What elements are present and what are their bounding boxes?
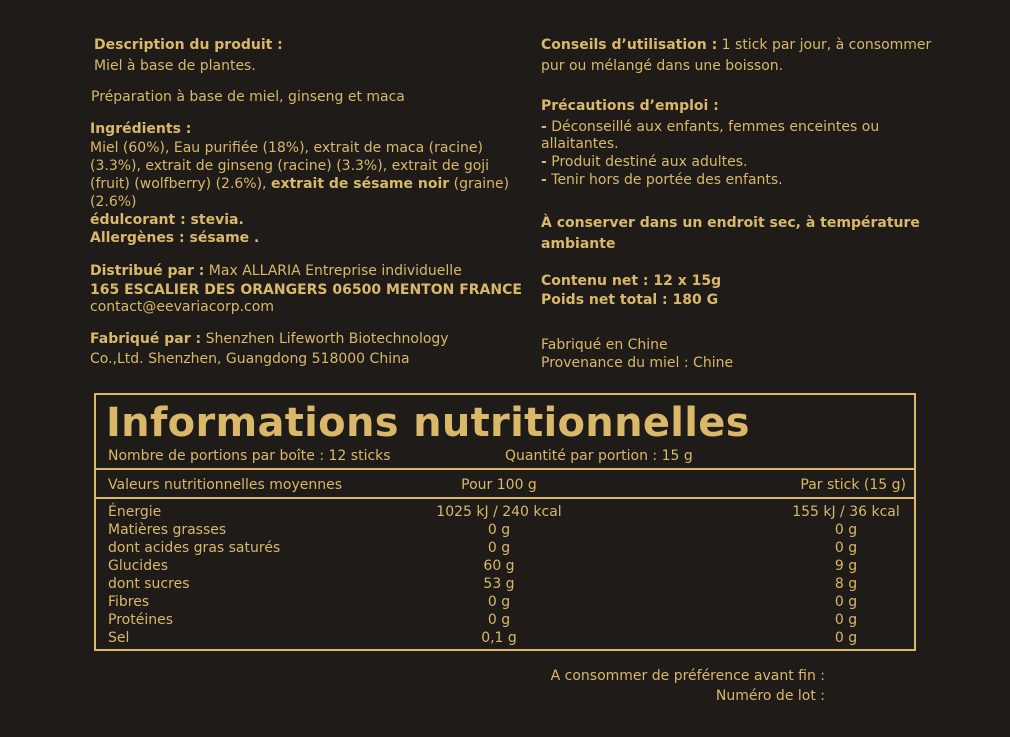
distributor-label: Distribué par :: [90, 263, 205, 279]
table-row: [96, 629, 914, 647]
bullet: -: [541, 154, 547, 170]
per-stick-value: 0 g: [834, 540, 858, 556]
usage-line: [541, 36, 931, 54]
header-cell: Pour 100 g: [461, 477, 537, 493]
usage-label: Conseils d’utilisation :: [541, 37, 718, 53]
nutrient-name: Sel: [108, 630, 130, 646]
precaution-text: Déconseillé aux enfants, femmes enceintes ou: [551, 119, 880, 135]
precaution-item: [541, 118, 879, 136]
distributor-line: [90, 262, 462, 280]
ingredients-segment: (graine): [449, 176, 510, 192]
divider: [96, 468, 914, 470]
table-row: [96, 611, 914, 629]
ingredients-line: (2.6%): [90, 194, 137, 210]
table-row: [96, 557, 914, 575]
per-100g-value: 0,1 g: [481, 630, 517, 646]
per-stick-cell: [766, 539, 906, 557]
per-100g-value: 0 g: [487, 522, 511, 538]
made-in: Fabriqué en Chine: [541, 337, 668, 353]
bullet: -: [541, 172, 547, 188]
manufacturer-label: Fabriqué par :: [90, 331, 202, 347]
per-stick-cell: [766, 575, 906, 593]
per-100g-value: 0 g: [487, 594, 511, 610]
table-row: [96, 539, 914, 557]
header-cell: Valeurs nutritionnelles moyennes: [108, 477, 343, 493]
precaution-text: Produit destiné aux adultes.: [551, 154, 748, 170]
precaution-item: [541, 171, 783, 189]
storage-text-2: ambiante: [541, 236, 616, 252]
nutrient-name: dont acides gras saturés: [108, 540, 281, 556]
per-stick-cell: [766, 629, 906, 647]
table-row: [96, 503, 914, 521]
usage-text: 1 stick par jour, à consommer: [717, 37, 932, 53]
nutrient-name: Énergie: [108, 504, 162, 520]
per-stick-value: 0 g: [834, 522, 858, 538]
portion-size-text: Quantité par portion : 15 g: [505, 448, 693, 464]
precaution-text: Tenir hors de portée des enfants.: [551, 172, 783, 188]
per-stick-value: 155 kJ / 36 kcal: [792, 504, 900, 520]
sweetener-text: édulcorant : stevia.: [90, 212, 244, 228]
per-stick-value: 9 g: [834, 558, 858, 574]
nutrient-name: Glucides: [108, 558, 168, 574]
per-stick-cell: [766, 593, 906, 611]
distributor-name: Max ALLARIA Entreprise individuelle: [204, 263, 462, 279]
per-stick-value: 0 g: [834, 594, 858, 610]
per-100g-value: 60 g: [483, 558, 515, 574]
servings-text: Nombre de portions par boîte : 12 sticks: [108, 448, 391, 464]
description-label: Description du produit :: [94, 37, 283, 53]
manufacturer-line: [90, 330, 449, 348]
ingredients-line: Miel (60%), Eau purifiée (18%), extrait de maca (racine): [90, 140, 483, 156]
ingredients-line: [90, 175, 509, 193]
manufacturer-address: Co.,Ltd. Shenzhen, Guangdong 518000 China: [90, 351, 410, 367]
usage-text-2: pur ou mélangé dans une boisson.: [541, 58, 784, 74]
bullet: -: [541, 119, 547, 135]
nutrition-title: Informations nutritionnelles: [106, 400, 750, 446]
nutrient-name: Fibres: [108, 594, 150, 610]
ingredients-highlight: extrait de sésame noir: [270, 176, 450, 192]
ingredients-label: Ingrédients :: [90, 121, 192, 137]
per-100g-value: 1025 kJ / 240 kcal: [436, 504, 562, 520]
per-stick-value: 0 g: [834, 612, 858, 628]
honey-origin: Provenance du miel : Chine: [541, 355, 734, 371]
table-row: [96, 593, 914, 611]
table-row: [96, 575, 914, 593]
nutrient-name: Protéines: [108, 612, 173, 628]
net-content: Contenu net : 12 x 15g: [541, 273, 722, 289]
nutrition-table: [94, 393, 916, 651]
manufacturer-name: Shenzhen Lifeworth Biotechnology: [201, 331, 449, 347]
precautions-label: Précautions d’emploi :: [541, 98, 719, 114]
per-100g-value: 53 g: [483, 576, 515, 592]
per-100g-value: 0 g: [487, 540, 511, 556]
per-stick-cell: [766, 521, 906, 539]
divider: [96, 497, 914, 499]
per-stick-cell: [766, 611, 906, 629]
net-weight: Poids net total : 180 G: [541, 292, 719, 308]
nutrient-name: dont sucres: [108, 576, 190, 592]
per-100g-value: 0 g: [487, 612, 511, 628]
nutrient-name: Matières grasses: [108, 522, 227, 538]
preparation-text: Préparation à base de miel, ginseng et maca: [91, 89, 405, 105]
best-before-label: A consommer de préférence avant fin :: [550, 668, 825, 684]
per-stick-value: 0 g: [834, 630, 858, 646]
header-cell: Par stick (15 g): [800, 477, 906, 493]
storage-text: À conserver dans un endroit sec, à température: [541, 215, 920, 231]
table-header-row: [96, 476, 914, 494]
distributor-email: contact@eevariacorp.com: [90, 299, 274, 315]
ingredients-segment: (fruit) (wolfberry) (2.6%),: [90, 176, 271, 192]
per-stick-cell: [766, 503, 906, 521]
ingredients-line: (3.3%), extrait de ginseng (racine) (3.3%), extrait de goji: [90, 158, 490, 174]
description-text: Miel à base de plantes.: [94, 58, 256, 74]
lot-number-label: Numéro de lot :: [715, 688, 825, 704]
allergens-text: Allergènes : sésame .: [90, 230, 260, 246]
distributor-address: 165 ESCALIER DES ORANGERS 06500 MENTON FRANCE: [90, 282, 522, 298]
per-stick-cell: [766, 557, 906, 575]
precaution-text-cont: allaitantes.: [541, 136, 619, 152]
table-row: [96, 521, 914, 539]
precaution-item: [541, 153, 747, 171]
per-stick-value: 8 g: [834, 576, 858, 592]
